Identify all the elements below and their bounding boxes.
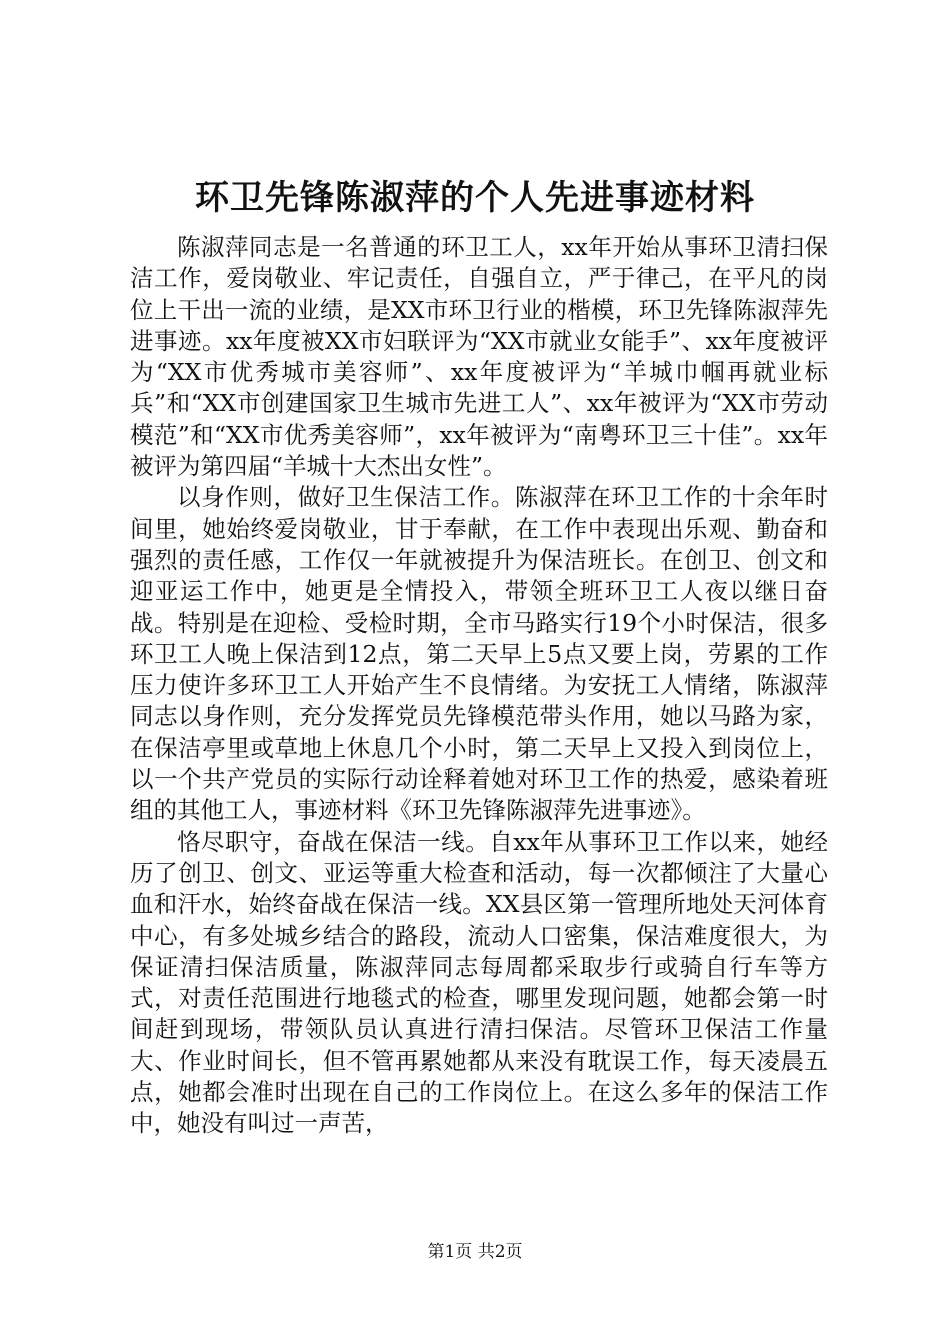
document-title: 环卫先锋陈淑萍的个人先进事迹材料 <box>195 178 755 218</box>
paragraph-3: 恪尽职守，奋战在保洁一线。自xx年从事环卫工作以来，她经历了创卫、创文、亚运等重大检查和活动，每一次都倾注了大量心血和汗水，始终奋战在保洁一线。XX县区第一管理所地处天河体育中心，有多处城乡结合的路段，流动人口密集，保洁难度很大，为保证清扫保洁质量，陈淑萍同志每周都采取步行或骑自行车等方式，对责任范围进行地毯式的检查，哪里发现问题，她都会第一时间赶到现场，带领队员认真进行清扫保洁。尽管环卫保洁工作量大、作业时间长，但不管再累她都从来没有耽误工作，每天凌晨五点，她都会准时出现在自己的工作岗位上。在这么多年的保洁工作中，她没有叫过一声苦， <box>130 827 828 1138</box>
paragraph-2: 以身作则，做好卫生保洁工作。陈淑萍在环卫工作的十余年时间里，她始终爱岗敬业，甘于奉献，在工作中表现出乐观、勤奋和强烈的责任感，工作仅一年就被提升为保洁班长。在创卫、创文和迎亚运工作中，她更是全情投入，带领全班环卫工人夜以继日奋战。特别是在迎检、受检时期，全市马路实行19个小时保洁，很多环卫工人晚上保洁到12点，第二天早上5点又要上岗，劳累的工作压力使许多环卫工人开始产生不良情绪。为安抚工人情绪，陈淑萍同志以身作则，充分发挥党员先锋模范带头作用，她以马路为家，在保洁亭里或草地上休息几个小时，第二天早上又投入到岗位上，以一个共产党员的实际行动诠释着她对环卫工作的热爱，感染着班组的其他工人，事迹材料《环卫先锋陈淑萍先进事迹》。 <box>130 483 828 825</box>
document-body <box>130 232 828 1140</box>
page-number-footer: 第1页 共2页 <box>427 1242 523 1262</box>
paragraph-1: 陈淑萍同志是一名普通的环卫工人，xx年开始从事环卫清扫保洁工作，爱岗敬业、牢记责任，自强自立，严于律己，在平凡的岗位上干出一流的业绩，是XX市环卫行业的楷模，环卫先锋陈淑萍先进事迹。xx年度被XX市妇联评为“XX市就业女能手”、xx年度被评为“XX市优秀城市美容师”、xx年度被评为“羊城巾帼再就业标兵”和“XX市创建国家卫生城市先进工人”、xx年被评为“XX市劳动模范”和“XX市优秀美容师”，xx年被评为“南粤环卫三十佳”。xx年被评为第四届“羊城十大杰出女性”。 <box>130 233 828 481</box>
